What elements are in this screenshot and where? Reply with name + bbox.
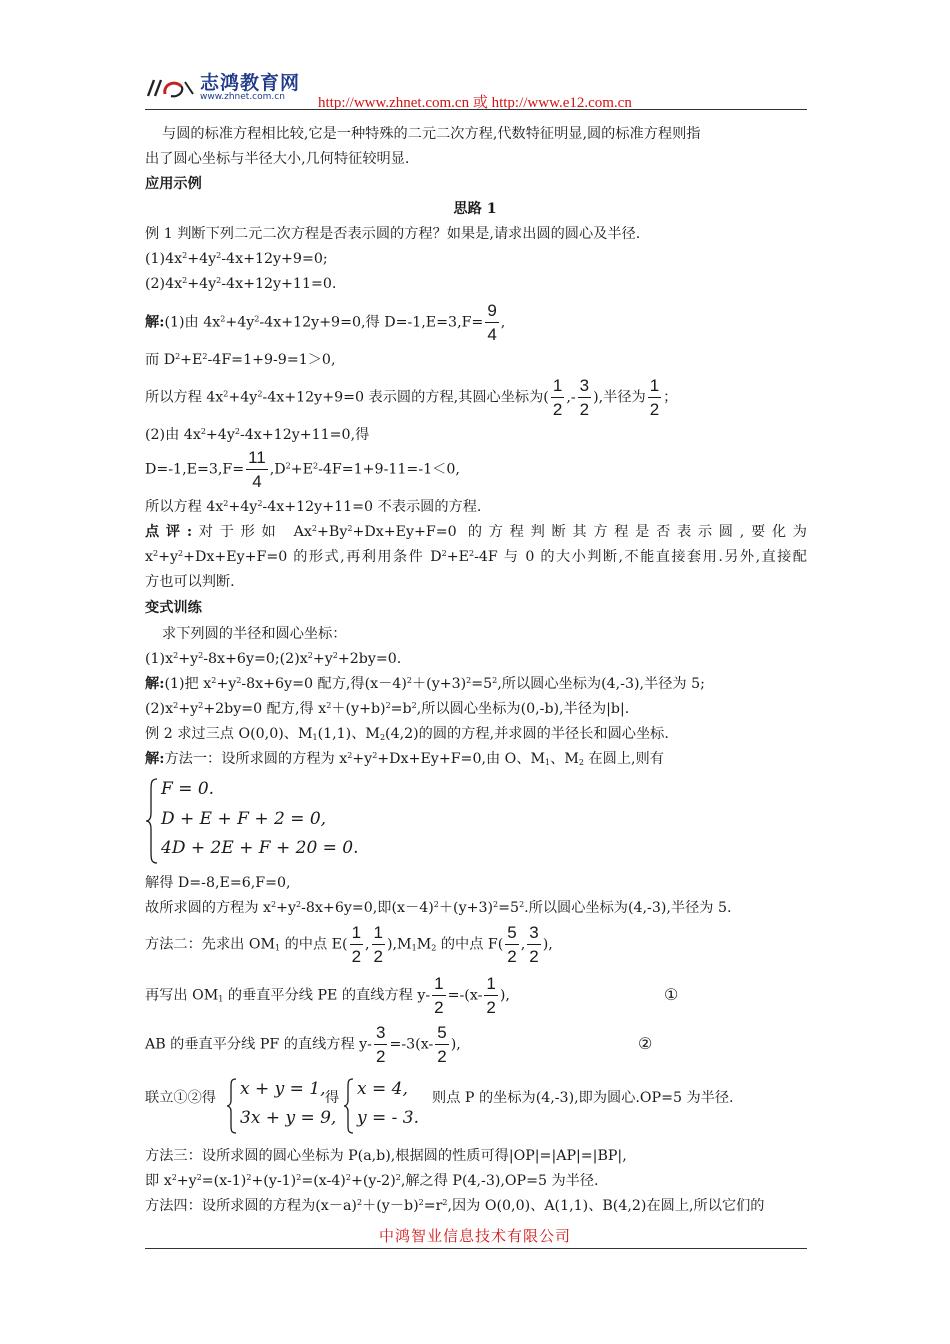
solution-line: 方法四：设所求圆的方程为$(x-a)^2+(y-b)^2=r^2$,因为 O(0,0)、A(1,1)、B(4,2)在圆上,所以它们的 — [145, 1198, 765, 1214]
fraction: $\frac{3}{2}$ — [579, 376, 590, 419]
comment-line: 方也可以判断. — [145, 574, 235, 590]
solution-line: 解:(1)由 $4x^2+4y^2-4x+12y+9=0$,得 D=-1,E=3,F= $\frac{9}{4}$ , — [145, 301, 506, 344]
solution-line: 则点 P 的坐标为(4,-3),即为圆心.OP=5 为半径. — [432, 1090, 734, 1106]
solution-line: 所以方程 $4x^2+4y^2-4x+12y+11=0$ 不表示圆的方程. — [145, 499, 482, 515]
fraction: $\frac{11}{4}$ — [248, 448, 266, 491]
fraction: $\frac{3}{2}$ — [375, 1023, 386, 1066]
solution-line: 方法三：设所求圆的圆心坐标为 P(a,b),根据圆的性质可得|OP|=|AP|=|BP|, — [145, 1148, 627, 1164]
solution-line: 故所求圆的方程为 $x^2+y^2-8x+6y=0$,即$(x-4)^2+(y+3)^2=5^2$.所以圆心坐标为(4,-3),半径为 5. — [145, 900, 732, 916]
header-rule — [145, 109, 807, 110]
solution-line: 联立①②得 — [145, 1090, 216, 1106]
fraction: $\frac{5}{2}$ — [437, 1023, 447, 1066]
solution-line: 解:方法一：设所求圆的方程为 $x^2+y^2+Dx+Ey+F=0$,由 O、$M_1$、$M_2$ 在圆上,则有 — [145, 751, 664, 767]
fraction: $\frac{1}{2}$ — [373, 923, 384, 966]
solution-line: 所以方程 $4x^2+4y^2-4x+12y+9=0$ 表示圆的方程,其圆心坐标为( $\frac{1}{2}$ ,- $\frac{3}{2}$ ),半径为 $\frac{1}{2}$ ； — [145, 376, 678, 419]
section-heading: 变式训练 — [145, 600, 202, 616]
fraction: $\frac{1}{2}$ — [434, 974, 444, 1017]
equation-line: $(2)4x^2+4y^2-4x+12y+11=0$. — [145, 276, 337, 292]
equation-system: x + y = 1, 3x + y = 9, — [226, 1077, 326, 1137]
question-line: 求下列圆的半径和圆心坐标： — [162, 626, 347, 642]
example-title: 例 2 求过三点 O(0,0)、$M_1(1,1)$、$M_2(4,2)$的圆的方程,并求圆的半径长和圆心坐标. — [145, 726, 669, 742]
solution-line: 得 — [325, 1090, 340, 1106]
solution-line: 即 $x^2+y^2=(x-1)^2+(y-1)^2=(x-4)^2+(y-2)^2$,解之得 P(4,-3),OP=5 为半径. — [145, 1173, 599, 1189]
logo-url: www.zhnet.com.cn — [200, 92, 285, 102]
paragraph-line: 出了圆心坐标与半径大小,几何特征较明显. — [145, 151, 410, 167]
fraction: $\frac{1}{2}$ — [649, 376, 660, 419]
solution-line: AB 的垂直平分线 PF 的直线方程 y- $\frac{3}{2}$ =-3(x- $\frac{5}{2}$ ), — [145, 1023, 461, 1066]
fraction: $\frac{3}{2}$ — [529, 923, 539, 966]
logo-icon — [145, 72, 197, 102]
equation-marker: ① — [664, 985, 679, 1004]
comment-line: 点评:对于形如 $Ax^2+By^2+Dx+Ey+F=0$ 的方程判断其方程是否表示圆,要化为 — [145, 524, 807, 540]
comment-line: $x^2+y^2+Dx+Ey+F=0$ 的形式,再利用条件 $D^2+E^2-4F$ 与 0 的大小判断,不能直接套用.另外,直接配 — [145, 549, 807, 565]
solution-line: 解得 D=-8,E=6,F=0, — [145, 875, 291, 891]
paragraph-line: 与圆的标准方程相比较,它是一种特殊的二元二次方程,代数特征明显,圆的标准方程则指 — [162, 126, 701, 142]
header-links[interactable]: http://www.zhnet.com.cn 或 http://www.e12.com.cn — [318, 95, 632, 111]
fraction: $\frac{5}{2}$ — [507, 923, 517, 966]
page-footer: 中鸿智业信息技术有限公司 — [378, 1227, 571, 1245]
equation-system: x = 4, y = - 3. — [343, 1077, 423, 1137]
fraction: $\frac{9}{4}$ — [487, 301, 497, 344]
brace-icon — [343, 1077, 355, 1135]
solution-line: 而 $D^2+E^2-4F=1+9-9=1>0$, — [145, 352, 336, 368]
example-title: 例 1 判断下列二元二次方程是否表示圆的方程？如果是,请求出圆的圆心及半径. — [145, 226, 641, 242]
equation-marker: ② — [638, 1034, 653, 1053]
equation-system: F = 0. D + E + F + 2 = 0, 4D + 2E + F + 20 = 0. — [145, 777, 365, 867]
solution-line: 再写出 $OM_1$ 的垂直平分线 PE 的直线方程 y- $\frac{1}{2}$ =-(x- $\frac{1}{2}$ ), — [145, 974, 510, 1017]
fraction: $\frac{1}{2}$ — [351, 923, 362, 966]
solution-line: (2)由 $4x^2+4y^2-4x+12y+11=0$,得 — [145, 427, 370, 443]
brace-icon — [145, 777, 159, 865]
solution-line: 解:(1)把 $x^2+y^2-8x+6y=0$ 配方,得$(x-4)^2+(y+3)^2=5^2$,所以圆心坐标为(4,-3),半径为 5; — [145, 676, 705, 692]
solution-line: 方法二：先求出 $OM_1$ 的中点 E( $\frac{1}{2}$ , $\frac{1}{2}$ )$,M_1M_2$ 的中点 F( $\frac{5}{2}$ , $\frac{3}{2}$ ), — [145, 923, 553, 966]
logo-text: 志鸿教育网 — [200, 72, 301, 94]
equation-line: $(1)4x^2+4y^2-4x+12y+9=0$; — [145, 251, 328, 267]
solution-line: D=-1,E=3,F= $\frac{11}{4}$ $,D^2+E^2-4F=1+9-11=-1<0$, — [145, 448, 460, 491]
solution-line: $(2)x^2+y^2+2by=0$ 配方,得 $x^2+(y+b)^2=b^2$,所以圆心坐标为(0,-b),半径为|b|. — [145, 701, 630, 717]
question-line: $(1)x^2+y^2-8x+6y=0;(2)x^2+y^2+2by=0$. — [145, 651, 402, 667]
page-header — [145, 66, 807, 110]
fraction: $\frac{1}{2}$ — [552, 376, 563, 419]
footer-rule — [145, 1248, 807, 1249]
brace-icon — [226, 1077, 238, 1135]
fraction: $\frac{1}{2}$ — [486, 974, 496, 1017]
subsection-heading: 思路 1 — [453, 201, 497, 217]
section-heading: 应用示例 — [145, 176, 202, 192]
